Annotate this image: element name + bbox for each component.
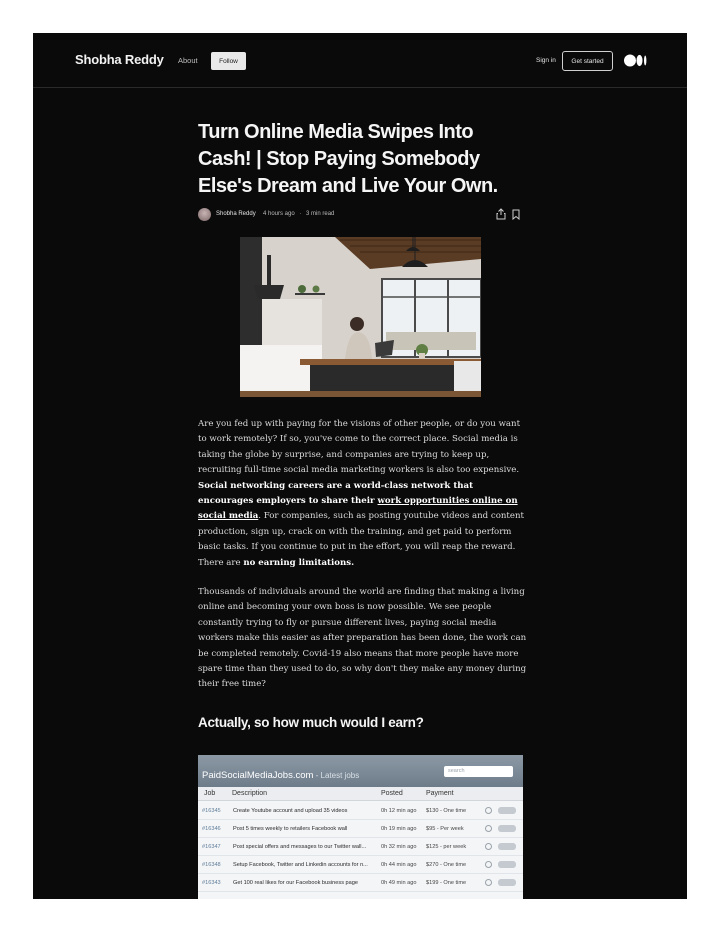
page-frame [33, 33, 687, 899]
magnifier-icon [485, 879, 492, 886]
job-payment: $199 - One time [426, 880, 467, 886]
job-id: #16348 [202, 862, 221, 868]
column-header: Posted [381, 790, 403, 797]
share-icon[interactable] [496, 208, 506, 220]
column-header: Description [232, 790, 268, 797]
apply-pill [498, 843, 516, 850]
job-id: #16343 [202, 880, 221, 886]
job-posted: 0h 49 min ago [381, 880, 417, 886]
jobs-search-box: search [444, 766, 513, 777]
hero-image [240, 237, 481, 397]
paragraph-text: . For companies, such as posting youtube videos and content production, sign up, crack on with the training, and get paid to perform basic tasks. If you continue to put in the effort, you will reap the reward. There are [198, 511, 524, 568]
medium-logo-icon[interactable] [624, 54, 647, 67]
apply-pill [498, 807, 516, 814]
author-avatar[interactable] [198, 208, 211, 221]
job-payment: $95 - Per week [426, 826, 464, 832]
apply-pill [498, 879, 516, 886]
job-payment: $130 - One time [426, 808, 467, 814]
job-description: Get 100 real likes for our Facebook business page [233, 880, 358, 886]
jobs-table-header [198, 787, 523, 801]
job-posted: 0h 12 min ago [381, 808, 417, 814]
magnifier-icon [485, 807, 492, 814]
apply-pill [498, 861, 516, 868]
job-posted: 0h 32 min ago [381, 844, 417, 850]
job-id: #16347 [202, 844, 221, 850]
paragraph-text: Are you fed up with paying for the visions of other people, or do you want to work remotely? If so, you've come to the correct place. Social media is taking the globe by surprise, and companies are trying to keep up, recruiting full-time social media marketing workers is also too expensive. [198, 419, 521, 476]
magnifier-icon [485, 861, 492, 868]
jobs-image-header [198, 755, 523, 787]
meta-separator: · [299, 211, 302, 217]
jobs-site-name: PaidSocialMediaJobs.com [202, 770, 314, 781]
read-time: 3 min read [306, 211, 335, 217]
author-meta-row [198, 208, 523, 222]
job-payment: $270 - One time [426, 862, 467, 868]
table-row [198, 856, 523, 874]
table-row [198, 874, 523, 892]
job-description: Setup Facebook, Twitter and Linkedin accounts for n... [233, 862, 368, 868]
job-description: Post special offers and messages to our Twitter wall... [233, 844, 367, 850]
section-heading: Actually, so how much would I earn? [198, 715, 424, 730]
follow-button[interactable]: Follow [211, 52, 246, 70]
jobs-screenshot-image [198, 755, 523, 899]
column-header: Job [204, 790, 216, 797]
paragraph-bold-text: no earning limitations. [243, 557, 355, 568]
jobs-site-subtitle: - Latest jobs [313, 771, 360, 780]
author-name-link[interactable]: Shobha Reddy [216, 211, 256, 217]
article-title: Turn Online Media Swipes Into Cash! | Stop Paying Somebody Else's Dream and Live Your Own. [198, 121, 498, 197]
job-description: Post 5 times weekly to retailers Facebook wall [233, 826, 348, 832]
work-opportunities-link[interactable]: work opportunities online on social media [198, 496, 518, 522]
paragraph-bold-text: Social networking careers are a world-class network that encourages employers to share their [198, 480, 474, 507]
post-time: 4 hours ago [263, 211, 295, 217]
job-posted: 0h 44 min ago [381, 862, 417, 868]
table-row [198, 820, 523, 838]
job-posted: 0h 19 min ago [381, 826, 417, 832]
job-id: #16346 [202, 826, 221, 832]
brand-name[interactable]: Shobha Reddy [75, 52, 164, 67]
magnifier-icon [485, 843, 492, 850]
body-paragraph: Thousands of individuals around the world are finding that making a living online and becoming your own boss is now possible. We see people constantly trying to fly or pursue different lives, paying social media workers make this easier as after preparation has been done, the work can be completed remotely. Covid-19 also means that more people have more spare time than they used to do, so why don't they make any money during their free time? [198, 587, 527, 690]
jobs-site-title [202, 770, 359, 781]
job-description: Create Youtube account and upload 35 videos [233, 808, 348, 814]
top-navbar [33, 33, 687, 88]
bookmark-icon[interactable] [512, 209, 520, 220]
sign-in-link[interactable]: Sign in [536, 57, 556, 64]
apply-pill [498, 825, 516, 832]
about-link[interactable]: About [178, 56, 198, 65]
column-header: Payment [426, 790, 454, 797]
table-row [198, 802, 523, 820]
job-payment: $125 - per week [426, 844, 467, 850]
table-row [198, 838, 523, 856]
get-started-button[interactable]: Get started [562, 51, 613, 71]
post-meta [263, 211, 334, 217]
magnifier-icon [485, 825, 492, 832]
job-id: #16345 [202, 808, 221, 814]
body-paragraph [198, 417, 528, 571]
